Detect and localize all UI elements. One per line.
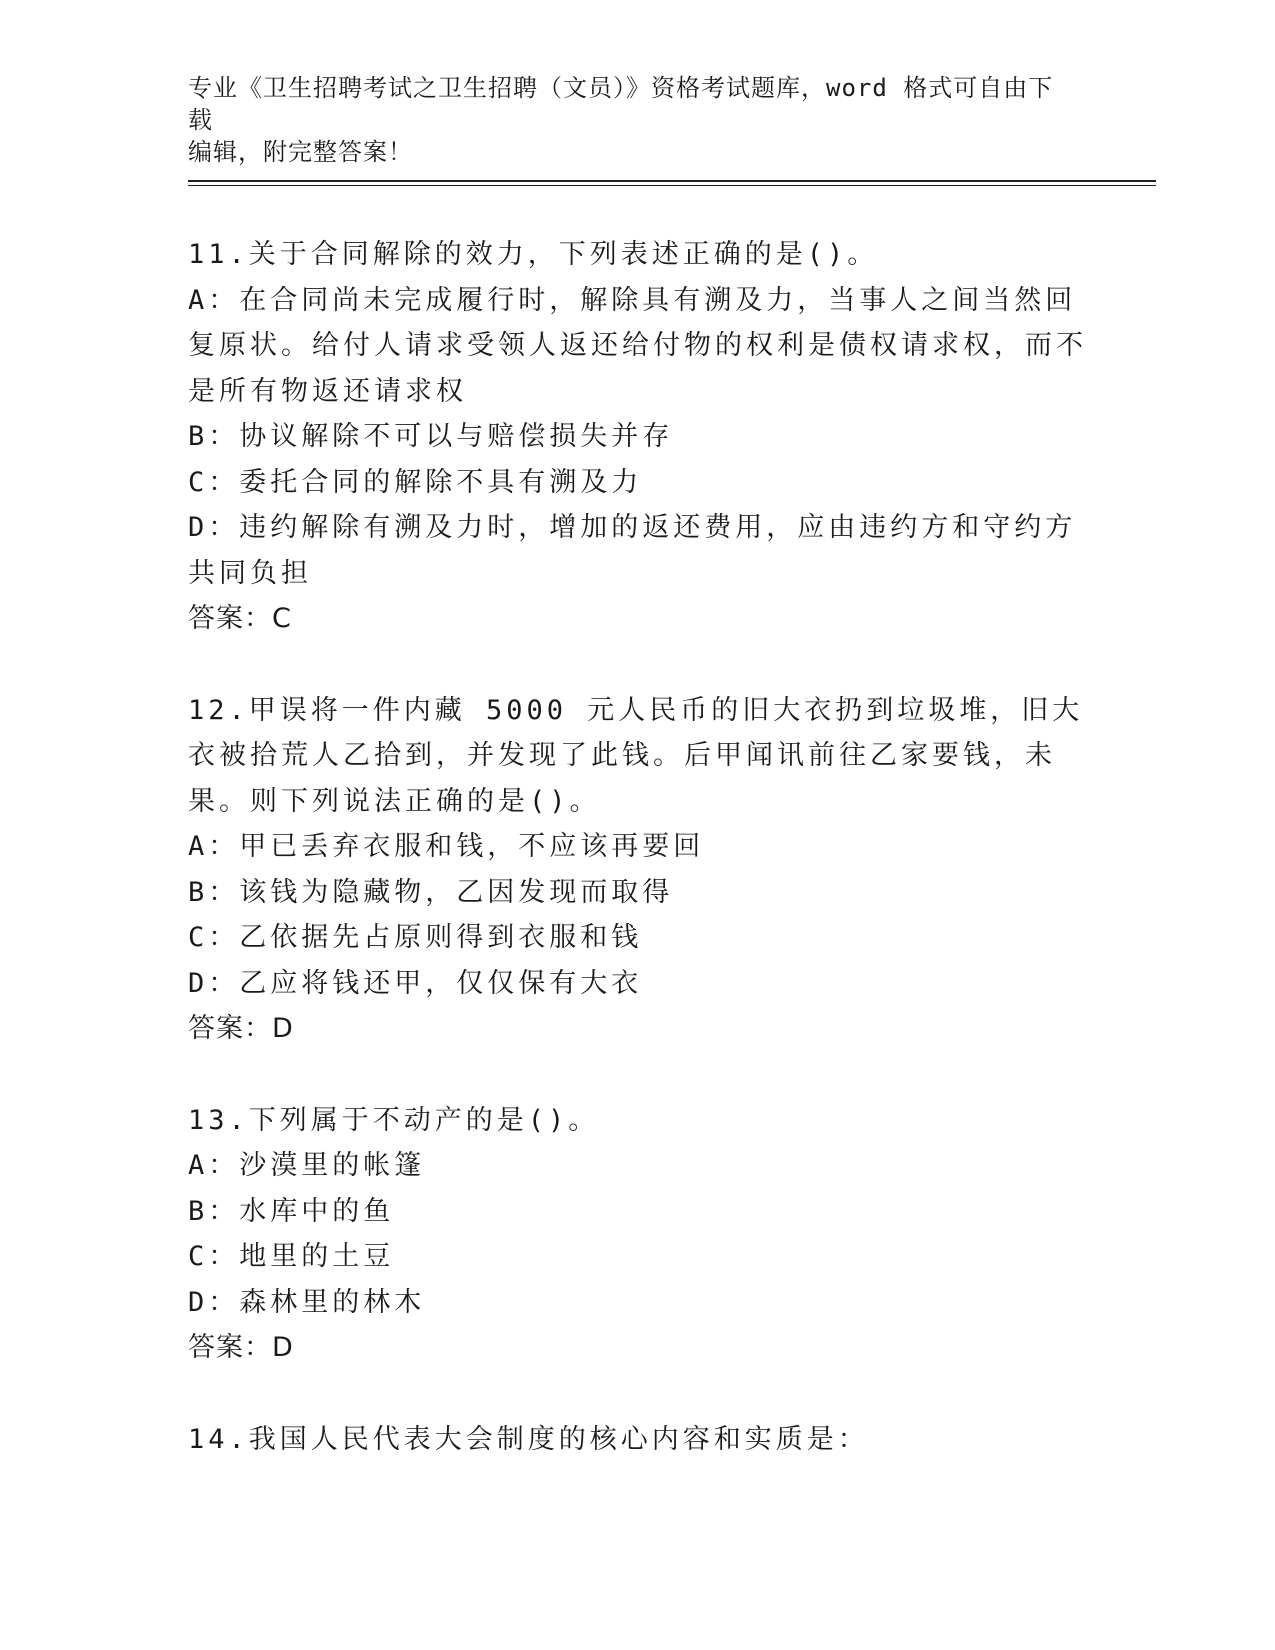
option-b: B：水库中的鱼 — [188, 1195, 395, 1227]
option-c: C：地里的土豆 — [188, 1241, 395, 1272]
option-a: A：甲已丢弃衣服和钱，不应该再要回 — [188, 831, 705, 862]
question-13 — [188, 1098, 1088, 1371]
question-text: 11.关于合同解除的效力，下列表述正确的是()。 — [188, 239, 879, 270]
option-d: D：森林里的林木 — [188, 1286, 426, 1318]
document-header — [188, 72, 1068, 168]
question-list — [188, 232, 1088, 1508]
option-b: B：协议解除不可以与赔偿损失并存 — [188, 421, 674, 452]
option-b: B：该钱为隐藏物，乙因发现而取得 — [188, 876, 674, 908]
option-a: A：沙漠里的帐篷 — [188, 1150, 426, 1181]
option-d: D：违约解除有溯及力时，增加的返还费用，应由违约方和守约方共同负担 — [188, 512, 1077, 589]
question-11 — [188, 232, 1088, 642]
question-text: 13.下列属于不动产的是()。 — [188, 1104, 600, 1136]
header-line-2: 编辑，附完整答案！ — [188, 138, 413, 166]
answer-line: 答案：D — [188, 1013, 294, 1044]
option-a: A：在合同尚未完成履行时，解除具有溯及力，当事人之间当然回复原状。给付人请求受领人返还给付物的权利是债权请求权，而不是所有物返还请求权 — [188, 284, 1087, 407]
option-c: C：乙依据先占原则得到衣服和钱 — [188, 922, 643, 953]
question-14 — [188, 1417, 1088, 1463]
question-12 — [188, 688, 1088, 1052]
question-text: 14.我国人民代表大会制度的核心内容和实质是： — [188, 1423, 869, 1455]
header-divider-thick — [188, 180, 1156, 182]
option-d: D：乙应将钱还甲，仅仅保有大衣 — [188, 967, 643, 999]
question-text: 12.甲误将一件内藏 5000 元人民币的旧大衣扔到垃圾堆，旧大衣被拾荒人乙拾到，并发现了此钱。后甲闻讯前往乙家要钱，未果。则下列说法正确的是()。 — [188, 694, 1084, 817]
header-divider-thin — [188, 185, 1156, 186]
header-line-1: 专业《卫生招聘考试之卫生招聘（文员）》资格考试题库，word 格式可自由下载 — [188, 74, 1054, 134]
option-c: C：委托合同的解除不具有溯及力 — [188, 466, 643, 498]
answer-line: 答案：C — [188, 603, 292, 634]
answer-line: 答案：D — [188, 1332, 294, 1363]
